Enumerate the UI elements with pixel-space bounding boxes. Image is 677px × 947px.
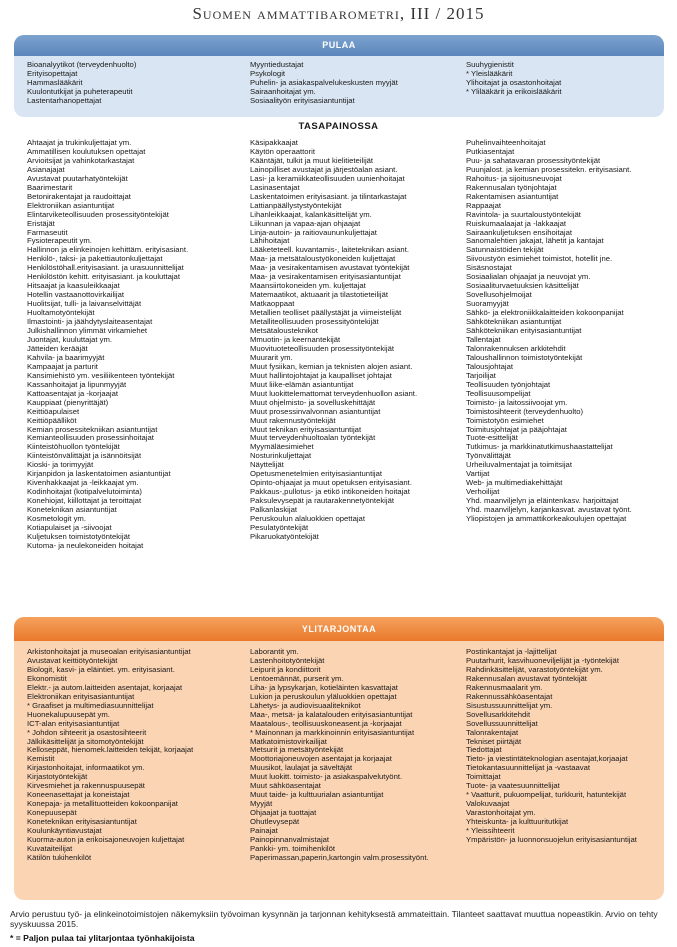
occupation-item: Bioanalyytikot (terveydenhuolto) bbox=[27, 61, 137, 69]
occupation-item: Kosmetologit ym. bbox=[27, 515, 86, 524]
occupation-item: Myymäläesimiehet bbox=[250, 443, 314, 452]
occupation-item: Sosiaalialan ohjaajat ja neuvojat ym. bbox=[466, 273, 591, 282]
occupation-item: Sisustussuunnittelijat ym. bbox=[466, 701, 553, 710]
occupation-item: Jälkikäsittelijät ja sitomotyöntekijät bbox=[27, 737, 144, 746]
occupation-item: Satunnaistöiden tekijät bbox=[466, 246, 544, 255]
occupation-item: Kuljetuksen toimistotyöntekijät bbox=[27, 532, 130, 541]
occupation-item: Muut luokittelemattomat terveydenhuollon asiant. bbox=[250, 389, 418, 398]
occupation-item: Kirjanpidon ja laskentatoimen asiantuntijat bbox=[27, 470, 171, 479]
occupation-item: Hotellin vastaanottovirkailijat bbox=[27, 291, 124, 300]
occupation-item: Muut ohjelmisto- ja sovelluskehittäjät bbox=[250, 398, 376, 407]
occupation-item: Puutarhurit, kasvihuoneviljelijät ja -työntekijät bbox=[466, 656, 619, 665]
occupation-item: Konepaja- ja metallituotteiden kokoonpanijat bbox=[27, 800, 178, 809]
occupation-item: Rakennusalan avustavat työntekijät bbox=[466, 674, 587, 683]
pulaa-header: PULAA bbox=[14, 35, 664, 56]
occupation-item: Ohutlevysepät bbox=[250, 818, 300, 827]
occupation-item: Puhelinvaihteenhoitajat bbox=[466, 139, 546, 147]
occupation-item: Taloushallinnon toimistotyöntekijät bbox=[466, 353, 583, 362]
occupation-item: Hitsaajat ja kaasuleikkaajat bbox=[27, 282, 120, 291]
occupation-item: Rakennusmaalarit ym. bbox=[466, 683, 543, 692]
occupation-item: Koneteknikan erityisasiantuntijat bbox=[27, 818, 137, 827]
occupation-item: Yhd. maanviljelyn, karjankasvat. avustavat työnt. bbox=[466, 506, 632, 515]
occupation-item: Liha- ja lypsykarjan, kotieläinten kasvattajat bbox=[250, 683, 398, 692]
occupation-item: Konehiojat, kiillottajat ja teroittajat bbox=[27, 497, 142, 506]
occupation-item: Ahtaajat ja trukinkuljettajat ym. bbox=[27, 139, 132, 147]
occupation-item: Web- ja multimediakehittäjät bbox=[466, 479, 563, 488]
occupation-item: Kodinhoitajat (kotipalvelutoiminta) bbox=[27, 488, 142, 497]
occupation-item: Ammatillisen koulutuksen opettajat bbox=[27, 147, 146, 156]
occupation-item: Kansimiehistö ym. vesiliikenteen työntekijät bbox=[27, 371, 175, 380]
occupation-item: Metallien teolliset päällystäjät ja viimeistelijät bbox=[250, 309, 402, 318]
occupation-item: Kattoasentajat ja -korjaajat bbox=[27, 389, 119, 398]
occupation-item: Kirvesmiehet ja rakennuspuusepät bbox=[27, 782, 145, 791]
occupation-item: Muusikot, laulajat ja säveltäjät bbox=[250, 764, 353, 773]
occupation-item: Sanomalehtien jakajat, lähetit ja kantajat bbox=[466, 237, 604, 246]
occupation-item: Muovituoteteollisuuden prosessityöntekijät bbox=[250, 344, 395, 353]
occupation-item: Rakennusalan työnjohtajat bbox=[466, 183, 557, 192]
occupation-item: Ylihoitajat ja osastonhoitajat bbox=[466, 78, 562, 87]
occupation-item: Lääketeteell. kuvantamis-, laiteteknikan asiant. bbox=[250, 246, 409, 255]
occupation-item: Julkishallinnon ylimmät virkamiehet bbox=[27, 327, 148, 336]
ylitarjontaa-header: YLITARJONTAA bbox=[14, 617, 664, 641]
occupation-item: Tarjoilijat bbox=[466, 371, 496, 380]
occupation-item: Hallinnon ja elinkeinojen kehittäm. erityisasiant. bbox=[27, 246, 189, 255]
footnote: Arvio perustuu työ- ja elinkeinotoimistojen näkemyksiin työvoiman kysynnän ja tarjonnan kehityksestä ammateittain. Tilanteet saattavat muuttua nopeastikin. Arvio on tehty syyskuussa 2015. bbox=[10, 909, 658, 929]
occupation-item: Kätilön tukihenkilöt bbox=[27, 853, 92, 862]
occupation-item: Sovellusarkkitehdit bbox=[466, 710, 531, 719]
occupation-item: Metsurit ja metsätyöntekijät bbox=[250, 746, 344, 755]
occupation-item: Työnvälittäjät bbox=[466, 452, 511, 461]
occupation-item: Näyttelijät bbox=[250, 461, 284, 470]
occupation-item: Sovellusohjelmoijat bbox=[466, 291, 532, 300]
occupation-item: Teollisuuden työnjohtajat bbox=[466, 380, 551, 389]
occupation-item: Juontajat, kuuluttajat ym. bbox=[27, 335, 113, 344]
occupation-item: * Mainonnan ja markkinoinnin erityisasiantuntijat bbox=[250, 728, 415, 737]
occupation-item: Avustavat puutarhatyöntekijät bbox=[27, 174, 128, 183]
occupation-item: Suuhygienistit bbox=[466, 61, 514, 69]
occupation-item: Sähkö- ja elektroniikkalaitteiden kokoonpanijat bbox=[466, 309, 624, 318]
occupation-item: Opetusmenetelmien erityisasiantuntijat bbox=[250, 470, 383, 479]
occupation-item: Muut prosessinvalvonnan asiantuntijat bbox=[250, 407, 381, 416]
occupation-item: Metsätalousteknikot bbox=[250, 327, 318, 336]
occupation-item: Pesulatyöntekijät bbox=[250, 523, 309, 532]
occupation-item: Kahvila- ja baarimyyjät bbox=[27, 353, 105, 362]
occupation-item: Kutoma- ja neulekoneiden hoitajat bbox=[27, 541, 144, 550]
occupation-item: * Vaatturit, pukuompelijat, turkkurit, hatuntekijät bbox=[466, 791, 627, 800]
occupation-item: Paksulevysepät ja rautarakennetyöntekijät bbox=[250, 497, 395, 506]
occupation-item: Talonrakennuksen arkkitehdit bbox=[466, 344, 566, 353]
occupation-item: Jätteiden kerääjät bbox=[27, 344, 88, 353]
occupation-item: Biologit, kasvi- ja eläintiet. ym. erityisasiant. bbox=[27, 665, 175, 674]
occupation-item: Liikunnan ja vapaa-ajan ohjaajat bbox=[250, 219, 361, 228]
occupation-item: Matkaoppaat bbox=[250, 300, 295, 309]
occupation-item: Toimittajat bbox=[466, 773, 501, 782]
occupation-item: Psykologit bbox=[250, 69, 286, 78]
occupation-item: Laskentatoimen erityisasiant. ja tilintarkastajat bbox=[250, 192, 407, 201]
occupation-item: Kioski- ja torimyyjät bbox=[27, 461, 94, 470]
occupation-item: Pakkaus-,pullotus- ja etikö intikoneiden hoitajat bbox=[250, 488, 410, 497]
occupation-item: Fysioterapeutit ym. bbox=[27, 237, 92, 246]
occupation-item: Rahdinkäsittelijät, varastotyöntekijät ym. bbox=[466, 665, 603, 674]
occupation-item: Laborantit ym. bbox=[250, 648, 299, 656]
occupation-item: Painopinnanvalmistajat bbox=[250, 836, 330, 845]
occupation-item: Yliopistojen ja ammattikorkeakoulujen opettajat bbox=[466, 515, 627, 524]
occupation-item: * Johdon sihteerit ja osastosihteerit bbox=[27, 728, 147, 737]
occupation-item: Muut rakennustyöntekijät bbox=[250, 416, 336, 425]
occupation-item: Sairaankuljetuksen ensihoitajat bbox=[466, 228, 572, 237]
occupation-item: Postinkantajat ja -lajittelijat bbox=[466, 648, 557, 656]
occupation-item: Puunjalost. ja kemian prosessitekn. erityisasiant. bbox=[466, 165, 632, 174]
occupation-item: Maatalous-, teollisuuskoneasent.ja -korjaajat bbox=[250, 719, 402, 728]
occupation-item: Talousjohtajat bbox=[466, 362, 514, 371]
occupation-item: Kemistit bbox=[27, 755, 55, 764]
occupation-item: Sosiaaliturvaetuuksien käsittelijät bbox=[466, 282, 579, 291]
occupation-item: Hammaslääkärit bbox=[27, 78, 83, 87]
occupation-item: Arvioitsijat ja vahinkotarkastajat bbox=[27, 156, 135, 165]
occupation-item: Lukion ja peruskoulun yläluokkien opettajat bbox=[250, 692, 397, 701]
tasapainossa-column-1 bbox=[27, 139, 188, 551]
occupation-item: Sisäsnostajat bbox=[466, 264, 512, 273]
occupation-item: Toimistosihteerit (terveydenhuolto) bbox=[466, 407, 584, 416]
occupation-item: Tallentajat bbox=[466, 335, 501, 344]
pulaa-column-3 bbox=[466, 61, 562, 97]
occupation-item: Konepuusepät bbox=[27, 809, 77, 818]
occupation-item: Muut liike-elämän asiantuntijat bbox=[250, 380, 354, 389]
occupation-item: Pankki- ym. toimihenkilöt bbox=[250, 844, 336, 853]
occupation-item: Keittiöpäälliköt bbox=[27, 416, 77, 425]
occupation-item: Ravintola- ja suurtaloustyöntekijät bbox=[466, 210, 581, 219]
occupation-item: Maa- ja vesirakentamisen erityisasiantuntijat bbox=[250, 273, 401, 282]
occupation-item: Toimisto- ja laitossiivoojat ym. bbox=[466, 398, 568, 407]
occupation-item: ICT-alan erityisasiantuntijat bbox=[27, 719, 120, 728]
occupation-item: Puhelin- ja asiakaspalvelukeskusten myyjät bbox=[250, 78, 398, 87]
occupation-item: Koulunkäyntiavustajat bbox=[27, 827, 102, 836]
occupation-item: Huoltamotyöntekijät bbox=[27, 309, 95, 318]
occupation-item: Kivenhakkaajat ja -leikkaajat ym. bbox=[27, 479, 139, 488]
occupation-item: Elektroniikan erityisasiantuntijat bbox=[27, 692, 135, 701]
occupation-item: Rakentamisen asiantuntijat bbox=[466, 192, 559, 201]
occupation-item: Kemian prosessitekniikan asiantuntijat bbox=[27, 425, 158, 434]
occupation-item: Talonrakentajat bbox=[466, 728, 519, 737]
pulaa-column-2 bbox=[250, 61, 398, 106]
occupation-item: Painajat bbox=[250, 827, 278, 836]
occupation-item: Betonirakentajat ja raudoittajat bbox=[27, 192, 131, 201]
occupation-item: Kirjastotyöntekijät bbox=[27, 773, 88, 782]
occupation-item: Paperimassan,paperin,kartongin valm.prosessityönt. bbox=[250, 853, 429, 862]
occupation-item: Opinto-ohjaajat ja muut opetuksen erityisasiant. bbox=[250, 479, 412, 488]
occupation-item: Tieto- ja viestintäteknologian asentajat,korjaajat bbox=[466, 755, 628, 764]
occupation-item: Matkatoimistovirkailijat bbox=[250, 737, 327, 746]
occupation-item: Valokuvaajat bbox=[466, 800, 510, 809]
occupation-item: Erityisopettajat bbox=[27, 69, 78, 78]
occupation-item: * Yleissihteerit bbox=[466, 827, 515, 836]
occupation-item: Koneteknikan asiantuntijat bbox=[27, 506, 117, 515]
occupation-item: Eristäjät bbox=[27, 219, 55, 228]
occupation-item: Muut hallintojohtajat ja kaupalliset johtajat bbox=[250, 371, 392, 380]
occupation-item: Arkistonhoitajat ja museoalan erityisasiantuntijat bbox=[27, 648, 191, 656]
occupation-item: * Graafiset ja multimediasuunnittelijat bbox=[27, 701, 154, 710]
occupation-item: Kuorma-auton ja erikoisajoneuvojen kuljettajat bbox=[27, 836, 185, 845]
occupation-item: Ekonomistit bbox=[27, 674, 67, 683]
occupation-item: Lihanleikkaajat, kalankäsittelijät ym. bbox=[250, 210, 372, 219]
occupation-item: Muut sähköasentajat bbox=[250, 782, 321, 791]
occupation-item: Toimitusjohtajat ja pääjohtajat bbox=[466, 425, 567, 434]
occupation-item: Varastonhoitajat ym. bbox=[466, 809, 536, 818]
occupation-item: Muut luokitt. toimisto- ja asiakaspalvelutyönt. bbox=[250, 773, 403, 782]
occupation-item: Muut terveydenhuoltoalan työntekijät bbox=[250, 434, 376, 443]
occupation-item: Verhoilijat bbox=[466, 488, 500, 497]
occupation-item: Muut fysiikan, kemian ja teknisten alojen asiant. bbox=[250, 362, 413, 371]
occupation-item: Kotiapulaiset ja -siivoojat bbox=[27, 523, 112, 532]
occupation-item: Kiinteistönvälittäjät ja isännöitsijät bbox=[27, 452, 142, 461]
occupation-item: Sovellussuunnittelijat bbox=[466, 719, 538, 728]
occupation-item: Kassanhoitajat ja lipunmyyjät bbox=[27, 380, 127, 389]
occupation-item: Elektr.- ja autom.laitteiden asentajat, korjaajat bbox=[27, 683, 183, 692]
occupation-item: Nosturinkuljettajat bbox=[250, 452, 312, 461]
occupation-item: Yhteiskunta- ja kulttuuritutkijat bbox=[466, 818, 569, 827]
occupation-item: Kääntäjät, tulkit ja muut kielitieteilijät bbox=[250, 156, 374, 165]
occupation-item: Lasi- ja keramiikkateollisuuden uunienhoitajat bbox=[250, 174, 405, 183]
occupation-item: Toimistotyön esimiehet bbox=[466, 416, 544, 425]
occupation-item: Kirjastonhoitajat, informaatikot ym. bbox=[27, 764, 145, 773]
occupation-item: Sähkötekniikan erityisasiantuntijat bbox=[466, 327, 582, 336]
occupation-item: Kelloseppät, hienomek.laitteiden tekijät, korjaajat bbox=[27, 746, 194, 755]
occupation-item: Puu- ja sahatavaran prosessityöntekijät bbox=[466, 156, 601, 165]
occupation-item: Kuvataiteilijat bbox=[27, 844, 73, 853]
occupation-item: Linja-autoin- ja raitiovaununkuljettajat bbox=[250, 228, 377, 237]
occupation-item: Kiinteistöhuollon työntekijät bbox=[27, 443, 120, 452]
occupation-item: Kuulontutkijat ja puheterapeutit bbox=[27, 87, 133, 96]
occupation-item: Urheiluvalmentajat ja toimitsijat bbox=[466, 461, 572, 470]
tasapainossa-column-3 bbox=[466, 139, 632, 524]
occupation-item: Huonekalupuusepät ym. bbox=[27, 710, 110, 719]
occupation-item: Koneenasettajat ja koneistajat bbox=[27, 791, 130, 800]
occupation-item: Farmaseutit bbox=[27, 228, 68, 237]
tasapainossa-column-2 bbox=[250, 139, 417, 542]
occupation-item: Kampaajat ja parturit bbox=[27, 362, 98, 371]
occupation-item: Ohjaajat ja tuottajat bbox=[250, 809, 317, 818]
occupation-item: Putkiasentajat bbox=[466, 147, 515, 156]
occupation-item: Suoramyyjät bbox=[466, 300, 509, 309]
pulaa-column-1 bbox=[27, 61, 136, 106]
ylitarjontaa-column-3 bbox=[466, 648, 637, 845]
occupation-item: Matemaatikot, aktuaarit ja tilastotieteilijät bbox=[250, 291, 389, 300]
page-title: Suomen ammattibarometri, III / 2015 bbox=[192, 4, 485, 23]
occupation-item: Kemianteollisuuden prosessinhoitajat bbox=[27, 434, 154, 443]
occupation-item: Henkilö-, taksi- ja pakettiautonkuljettajat bbox=[27, 255, 163, 264]
occupation-item: Lastentarhanopettajat bbox=[27, 96, 102, 105]
occupation-item: Lattianpäällystystyöntekijät bbox=[250, 201, 342, 210]
occupation-item: Leipurit ja kondiittorit bbox=[250, 665, 321, 674]
occupation-item: Palkanlaskijat bbox=[250, 506, 298, 515]
occupation-item: Muut teknikan erityisasiantuntijat bbox=[250, 425, 362, 434]
occupation-item: Lainopilliset avustajat ja järjestöalan asiant. bbox=[250, 165, 398, 174]
occupation-item: Sähkötekniikan asiantuntijat bbox=[466, 318, 562, 327]
occupation-item: Lähihoitajat bbox=[250, 237, 290, 246]
occupation-item: Henkilöstön kehitt. erityisasiant. ja kouluttajat bbox=[27, 273, 180, 282]
occupation-item: Tuote- ja vaatesuunnittelijat bbox=[466, 782, 560, 791]
occupation-item: Maa- ja metsätaloustyökoneiden kuljettajat bbox=[250, 255, 396, 264]
occupation-item: Rappaajat bbox=[466, 201, 502, 210]
occupation-item: Moottoriajoneuvojen asentajat ja korjaajat bbox=[250, 755, 392, 764]
occupation-item: Pikaruokatyöntekijät bbox=[250, 532, 319, 541]
occupation-item: Käytön operaattorit bbox=[250, 147, 315, 156]
occupation-item: Ruiskumaalaajat ja -lakkaajat bbox=[466, 219, 566, 228]
occupation-item: Rakennussähköasentajat bbox=[466, 692, 553, 701]
occupation-item: * Yleislääkärit bbox=[466, 69, 513, 78]
occupation-item: Rahoitus- ja sijoitusneuvojat bbox=[466, 174, 562, 183]
occupation-item: Henkilöstöhall.erityisasiant. ja urasuunnittelijat bbox=[27, 264, 184, 273]
occupation-item: Käsipakkaajat bbox=[250, 139, 298, 147]
occupation-item: Sosiaalityön erityisasiantuntijat bbox=[250, 96, 355, 105]
occupation-item: Huolitsijat, tulli- ja laivanselvittäjät bbox=[27, 300, 142, 309]
occupation-item: Metalliteollisuuden prosessityöntekijät bbox=[250, 318, 379, 327]
occupation-item: Ilmastointi- ja jäähdytyslaiteasentajat bbox=[27, 318, 153, 327]
occupation-item: Avustavat keittiötyöntekijät bbox=[27, 656, 118, 665]
occupation-item: Vartijat bbox=[466, 470, 490, 479]
occupation-item: Maa-, metsä- ja kalatalouden erityisasiantuntijat bbox=[250, 710, 413, 719]
occupation-item: Asianajajat bbox=[27, 165, 65, 174]
occupation-item: Tutkimus- ja markkinatutkimushaastattelijat bbox=[466, 443, 613, 452]
ylitarjontaa-column-2 bbox=[250, 648, 429, 863]
occupation-item: Tietokantasuunnittelijat ja -vastaavat bbox=[466, 764, 591, 773]
occupation-item: Muut taide- ja kulttuurialan asiantuntijat bbox=[250, 791, 384, 800]
occupation-item: Muurarit ym. bbox=[250, 353, 293, 362]
occupation-item: Lasinasentajat bbox=[250, 183, 300, 192]
occupation-item: Maa- ja vesirakentamisen avustavat työntekijät bbox=[250, 264, 410, 273]
occupation-item: Kauppiaat (pienyrittäjät) bbox=[27, 398, 109, 407]
occupation-item: Keittiöapulaiset bbox=[27, 407, 80, 416]
occupation-item: Myyntiedustajat bbox=[250, 61, 304, 69]
occupation-item: Sairaanhoitajat ym. bbox=[250, 87, 316, 96]
occupation-item: Tekniset piirtäjät bbox=[466, 737, 522, 746]
occupation-item: Ympäristön- ja luonnonsuojelun erityisasiantuntijat bbox=[466, 836, 637, 845]
occupation-item: Baarimestarit bbox=[27, 183, 73, 192]
occupation-item: Maansiirtokoneiden ym. kuljettajat bbox=[250, 282, 366, 291]
footnote-star-legend: * = Paljon pulaa tai ylitarjontaa työnhakijoista bbox=[10, 933, 195, 943]
occupation-item: Teollisuusompelijat bbox=[466, 389, 531, 398]
occupation-item: Yhd. maanviljelyn ja eläintenkasv. harjoittajat bbox=[466, 497, 619, 506]
occupation-item: Lähetys- ja audiovisuaaliteknikot bbox=[250, 701, 361, 710]
occupation-item: Siivoustyön esimiehet toimistot, hotellit jne. bbox=[466, 255, 613, 264]
occupation-item: Elintarviketeollisuuden prosessityöntekijät bbox=[27, 210, 169, 219]
occupation-item: Mmuotin- ja keernantekijät bbox=[250, 335, 341, 344]
occupation-item: * Ylilääkärit ja erikoislääkärit bbox=[466, 87, 562, 96]
occupation-item: Lentoemännät, purserit ym. bbox=[250, 674, 344, 683]
occupation-item: Elektroniikan asiantuntijat bbox=[27, 201, 115, 210]
occupation-item: Peruskoulun alaluokkien opettajat bbox=[250, 515, 365, 524]
ylitarjontaa-column-1 bbox=[27, 648, 193, 863]
occupation-item: Lastenhoitotyöntekijät bbox=[250, 656, 325, 665]
occupation-item: Tuote-esittelijät bbox=[466, 434, 518, 443]
occupation-item: Tiedottajat bbox=[466, 746, 502, 755]
tasapainossa-header: TASAPAINOSSA bbox=[298, 121, 379, 132]
occupation-item: Myyjät bbox=[250, 800, 273, 809]
